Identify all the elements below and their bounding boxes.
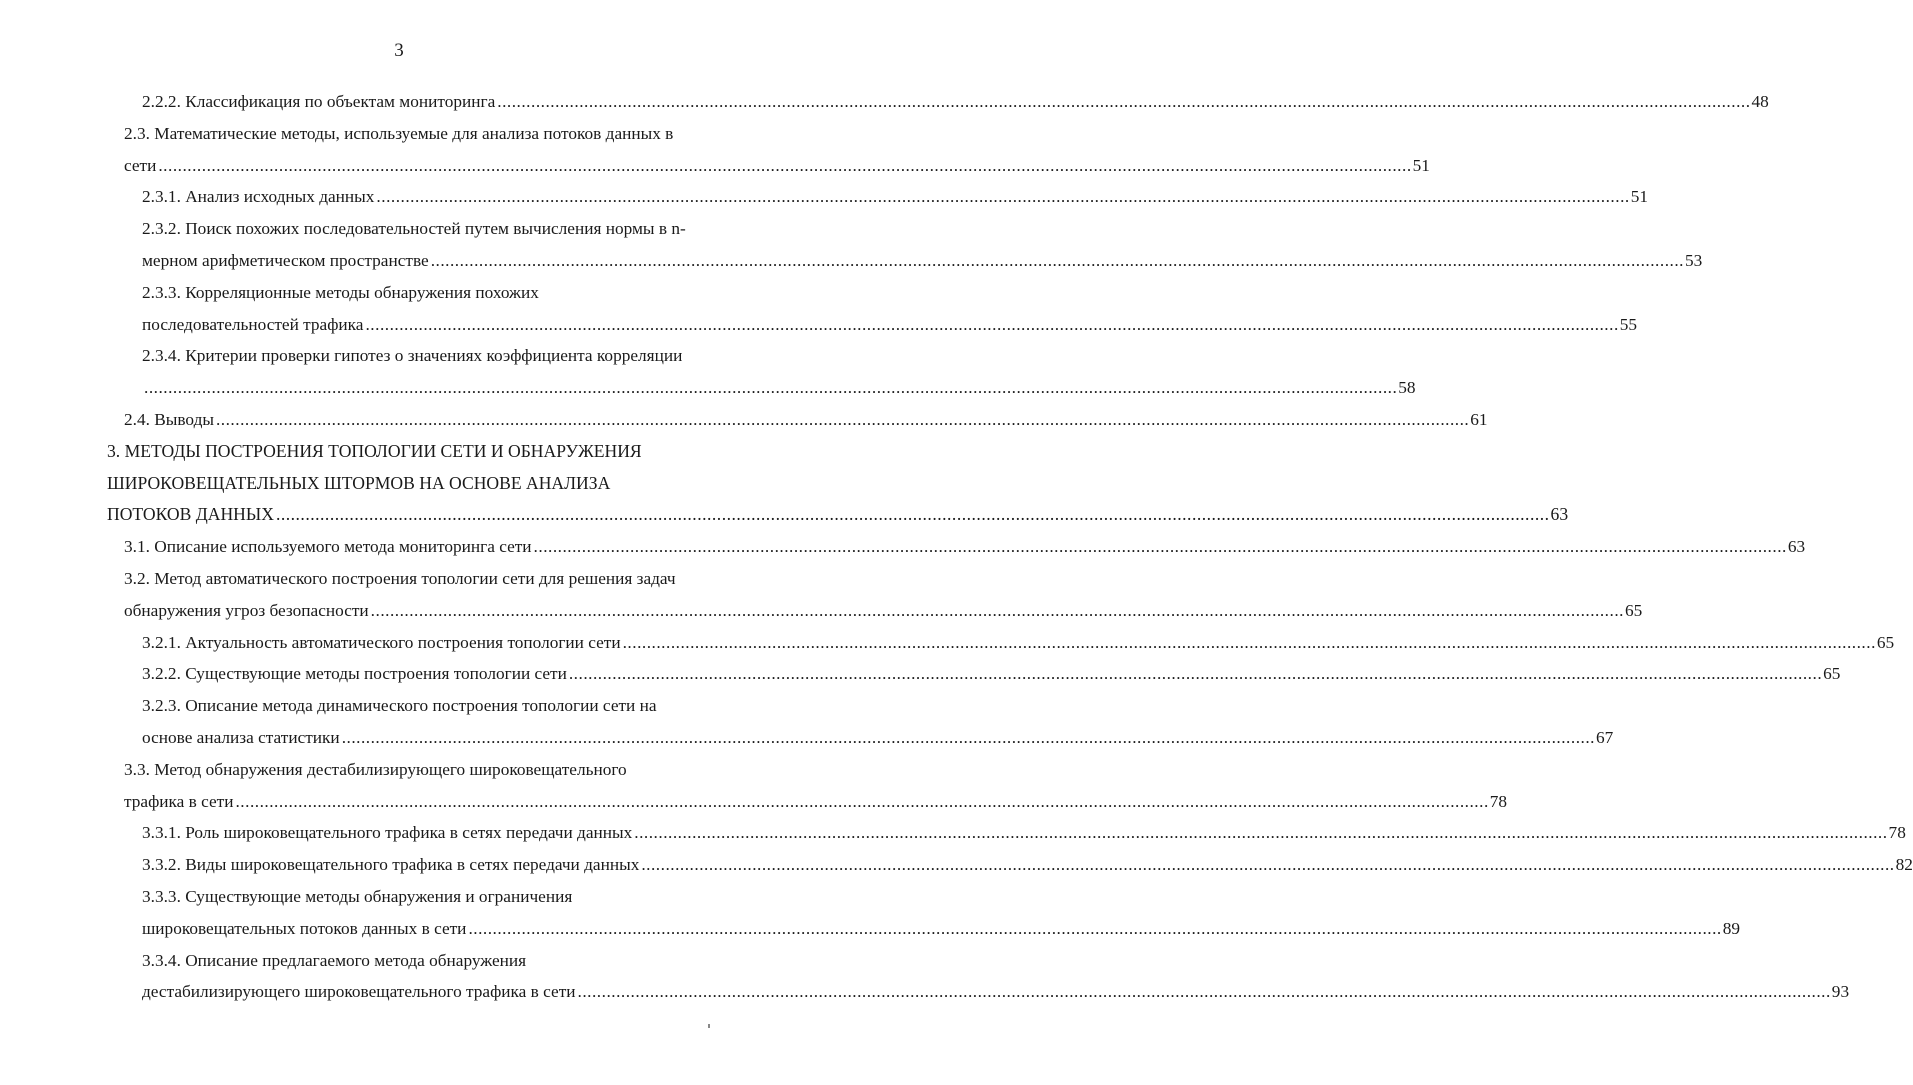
toc-entry [142, 627, 1895, 659]
toc-entry [142, 181, 1648, 213]
toc-entry-title: 3.1. Описание используемого метода мониторинга сети [124, 537, 532, 557]
toc-entry-title: 2.3.1. Анализ исходных данных [142, 187, 375, 207]
toc-entry-last-line [142, 245, 1703, 277]
toc-entry-last-line [124, 531, 1806, 563]
toc-entry-title: дестабилизирующего широковещательного трафика в сети [142, 982, 576, 1002]
toc-entry-last-line [142, 817, 1906, 849]
toc-entry [142, 340, 1416, 404]
toc-page-number: 82 [1895, 855, 1913, 875]
toc-page-number: 53 [1684, 250, 1703, 270]
toc-entry [142, 881, 1740, 945]
toc-page-number: 63 [1550, 504, 1569, 525]
toc-entry-last-line [142, 309, 1638, 341]
toc-page-number: 51 [1630, 187, 1648, 207]
toc-entry-last-line [142, 849, 1913, 881]
toc-entry-last-line [107, 499, 1569, 531]
toc-dot-leader: .................................................................................................................................................................................................................................................................... [215, 409, 1470, 429]
toc-entry-title: 2.2.2. Классификация по объектам мониторинга [142, 92, 496, 111]
toc-page-number: 65 [1624, 600, 1643, 620]
toc-dot-leader: .................................................................................................................................................................................................................................................................... [275, 504, 1550, 525]
toc-dot-leader: .................................................................................................................................................................................................................................................................... [144, 378, 1398, 398]
toc-entry-title: обнаружения угроз безопасности [124, 600, 369, 620]
toc-entry-title: мерном арифметическом пространстве [142, 250, 429, 270]
toc-entry-title-line: 3.3.3. Существующие методы обнаружения и ограничения [142, 886, 573, 906]
toc-dot-leader: .................................................................................................................................................................................................................................................................... [365, 314, 1619, 334]
toc-page-number: 93 [1831, 982, 1850, 1002]
toc-entry-last-line [124, 595, 1643, 627]
toc-entry [142, 213, 1703, 277]
toc-entry [142, 945, 1850, 1009]
toc-entry-last-line [124, 786, 1508, 818]
toc-entry-title: трафика в сети [124, 791, 234, 811]
toc-dot-leader: .................................................................................................................................................................................................................................................................... [568, 664, 1823, 684]
toc-entry-last-line [142, 86, 1769, 118]
toc-page-number: 65 [1823, 664, 1841, 684]
toc-dot-leader: .................................................................................................................................................................................................................................................................... [430, 250, 1684, 270]
toc-dot-leader: .................................................................................................................................................................................................................................................................... [497, 92, 1751, 111]
toc-entry [142, 277, 1638, 341]
toc-entry-title-line: ШИРОКОВЕЩАТЕЛЬНЫХ ШТОРМОВ НА ОСНОВЕ АНАЛИЗА [107, 472, 611, 493]
toc-page-number: 89 [1722, 918, 1740, 938]
toc-dot-leader: .................................................................................................................................................................................................................................................................... [370, 600, 1624, 620]
toc-page-number: 51 [1412, 155, 1430, 175]
toc-dot-leader: .................................................................................................................................................................................................................................................................... [641, 855, 1895, 875]
toc-entry-title-line: 3.2. Метод автоматического построения топологии сети для решения задач [124, 568, 676, 588]
toc-page-number: 78 [1888, 823, 1906, 843]
toc-entry [142, 86, 1769, 118]
scan-speck [708, 1024, 710, 1028]
toc-entry-title: 3.3.1. Роль широковещательного трафика в сетях передачи данных [142, 823, 633, 843]
toc-entry [142, 658, 1841, 690]
toc-entry-last-line [124, 404, 1488, 436]
toc-entry [142, 817, 1906, 849]
toc-entry-title: 3.3.2. Виды широковещательного трафика в сетях передачи данных [142, 855, 640, 875]
toc-entry [124, 118, 1430, 182]
toc-entry-last-line [142, 722, 1614, 754]
toc-entry [107, 436, 1569, 531]
toc-entry-last-line [142, 372, 1416, 404]
toc-dot-leader: .................................................................................................................................................................................................................................................................... [577, 982, 1831, 1002]
toc-entry-title: 2.4. Выводы [124, 409, 214, 429]
toc-entry-title-line: 2.3. Математические методы, используемые для анализа потоков данных в [124, 123, 674, 143]
toc-entry [124, 404, 1488, 436]
toc-entry-title: основе анализа статистики [142, 727, 340, 747]
toc-entry [124, 563, 1643, 627]
toc-dot-leader: .................................................................................................................................................................................................................................................................... [235, 791, 1489, 811]
toc-entry-title: последовательностей трафика [142, 314, 364, 334]
toc-entry-title-line: 3. МЕТОДЫ ПОСТРОЕНИЯ ТОПОЛОГИИ СЕТИ И ОБНАРУЖЕНИЯ [107, 440, 642, 461]
toc-entry-last-line [142, 658, 1841, 690]
toc-dot-leader: .................................................................................................................................................................................................................................................................... [341, 727, 1595, 747]
toc-page-number: 67 [1595, 727, 1614, 747]
toc-dot-leader: .................................................................................................................................................................................................................................................................... [158, 155, 1412, 175]
toc-entry-last-line [142, 976, 1850, 1008]
toc-entry [124, 531, 1806, 563]
toc-page-number: 78 [1489, 791, 1508, 811]
toc-entry-title: 3.2.2. Существующие методы построения топологии сети [142, 664, 567, 684]
toc-entry-last-line [142, 913, 1740, 945]
toc-dot-leader: .................................................................................................................................................................................................................................................................... [634, 823, 1888, 843]
toc-entry-title-line: 2.3.3. Корреляционные методы обнаружения похожих [142, 282, 539, 302]
toc-dot-leader: .................................................................................................................................................................................................................................................................... [468, 918, 1722, 938]
toc-page-number: 48 [1751, 92, 1769, 111]
toc-dot-leader: .................................................................................................................................................................................................................................................................... [622, 632, 1876, 652]
toc-entry-title: ПОТОКОВ ДАННЫХ [107, 504, 274, 525]
toc-entry [142, 849, 1913, 881]
toc-dot-leader: .................................................................................................................................................................................................................................................................... [533, 537, 1787, 557]
toc-entry [142, 690, 1614, 754]
toc-entry-title-line: 3.2.3. Описание метода динамического построения топологии сети на [142, 696, 657, 716]
toc-entry-title: 3.2.1. Актуальность автоматического построения топологии сети [142, 632, 621, 652]
toc-entry [124, 754, 1508, 818]
toc-entry-title-line: 2.3.4. Критерии проверки гипотез о значениях коэффициента корреляции [142, 346, 683, 366]
page-number: 3 [394, 40, 404, 61]
toc-page-number: 55 [1619, 314, 1638, 334]
toc-page-number: 58 [1398, 378, 1416, 398]
toc-entry-title-line: 2.3.2. Поиск похожих последовательностей путем вычисления нормы в n- [142, 219, 686, 239]
toc-page-number: 61 [1470, 409, 1488, 429]
toc-entry-title-line: 3.3. Метод обнаружения дестабилизирующего широковещательного [124, 759, 627, 779]
toc-entry-title: сети [124, 155, 157, 175]
toc-entry-title: широковещательных потоков данных в сети [142, 918, 467, 938]
toc-entry-last-line [142, 627, 1895, 659]
toc-entry-last-line [124, 150, 1430, 182]
toc-entry-last-line [142, 181, 1648, 213]
toc-entry-title-line: 3.3.4. Описание предлагаемого метода обнаружения [142, 950, 527, 970]
table-of-contents [0, 86, 1913, 1008]
toc-dot-leader: .................................................................................................................................................................................................................................................................... [376, 187, 1630, 207]
toc-page-number: 63 [1787, 537, 1806, 557]
toc-page-number: 65 [1876, 632, 1895, 652]
